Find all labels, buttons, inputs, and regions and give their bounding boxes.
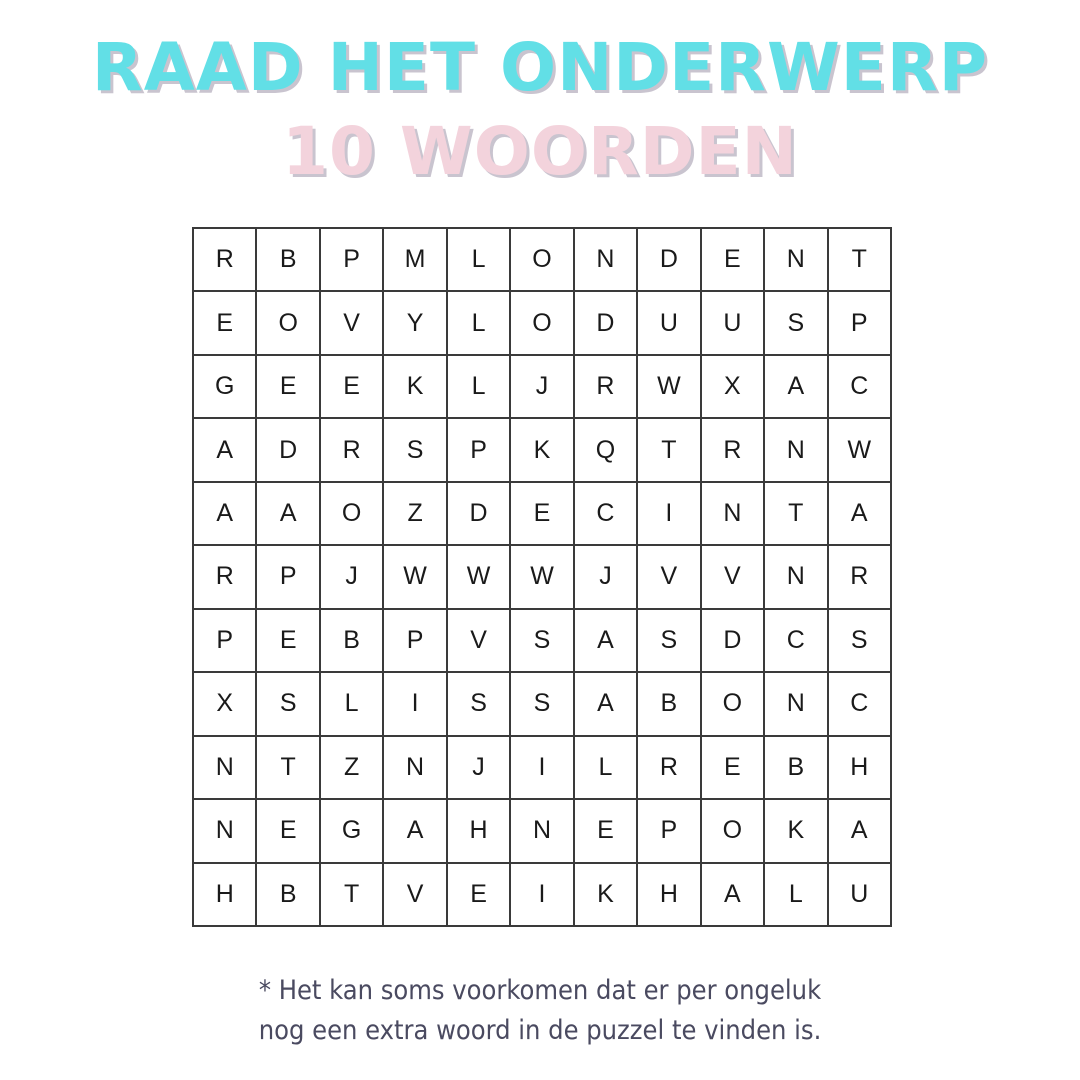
grid-cell-r3-c10[interactable]: A [765, 356, 828, 419]
grid-cell-r7-c8[interactable]: S [638, 610, 701, 673]
grid-cell-r8-c8[interactable]: B [638, 673, 701, 736]
grid-cell-r6-c9[interactable]: V [702, 546, 765, 609]
grid-cell-r1-c7[interactable]: N [575, 229, 638, 292]
grid-cell-r3-c4[interactable]: K [384, 356, 447, 419]
grid-cell-r2-c9[interactable]: U [702, 292, 765, 355]
grid-cell-r9-c9[interactable]: E [702, 737, 765, 800]
grid-cell-r2-c7[interactable]: D [575, 292, 638, 355]
grid-cell-r9-c7[interactable]: L [575, 737, 638, 800]
grid-cell-r7-c4[interactable]: P [384, 610, 447, 673]
grid-cell-r8-c9[interactable]: O [702, 673, 765, 736]
grid-cell-r2-c10[interactable]: S [765, 292, 828, 355]
grid-cell-r1-c4[interactable]: M [384, 229, 447, 292]
grid-cell-r2-c2[interactable]: O [257, 292, 320, 355]
grid-cell-r11-c2[interactable]: B [257, 864, 320, 927]
grid-cell-r6-c11[interactable]: R [829, 546, 892, 609]
grid-cell-r4-c5[interactable]: P [448, 419, 511, 482]
grid-cell-r8-c10[interactable]: N [765, 673, 828, 736]
grid-cell-r3-c9[interactable]: X [702, 356, 765, 419]
grid-cell-r6-c1[interactable]: R [194, 546, 257, 609]
grid-cell-r10-c6[interactable]: N [511, 800, 574, 863]
grid-cell-r5-c4[interactable]: Z [384, 483, 447, 546]
grid-cell-r4-c1[interactable]: A [194, 419, 257, 482]
grid-cell-r7-c3[interactable]: B [321, 610, 384, 673]
page-title: RAAD HET ONDERWERP [91, 29, 989, 106]
grid-cell-r6-c10[interactable]: N [765, 546, 828, 609]
grid-cell-r10-c2[interactable]: E [257, 800, 320, 863]
grid-cell-r8-c1[interactable]: X [194, 673, 257, 736]
grid-cell-r1-c8[interactable]: D [638, 229, 701, 292]
grid-cell-r3-c11[interactable]: C [829, 356, 892, 419]
grid-cell-r1-c6[interactable]: O [511, 229, 574, 292]
grid-cell-r4-c11[interactable]: W [829, 419, 892, 482]
grid-cell-r10-c11[interactable]: A [829, 800, 892, 863]
grid-cell-r10-c8[interactable]: P [638, 800, 701, 863]
grid-cell-r1-c9[interactable]: E [702, 229, 765, 292]
grid-cell-r5-c3[interactable]: O [321, 483, 384, 546]
grid-cell-r5-c2[interactable]: A [257, 483, 320, 546]
grid-cell-r9-c3[interactable]: Z [321, 737, 384, 800]
grid-cell-r9-c8[interactable]: R [638, 737, 701, 800]
grid-cell-r11-c1[interactable]: H [194, 864, 257, 927]
grid-cell-r4-c2[interactable]: D [257, 419, 320, 482]
grid-cell-r10-c9[interactable]: O [702, 800, 765, 863]
grid-cell-r7-c6[interactable]: S [511, 610, 574, 673]
grid-cell-r2-c6[interactable]: O [511, 292, 574, 355]
grid-cell-r10-c5[interactable]: H [448, 800, 511, 863]
grid-cell-r11-c9[interactable]: A [702, 864, 765, 927]
grid-cell-r5-c5[interactable]: D [448, 483, 511, 546]
grid-cell-r4-c4[interactable]: S [384, 419, 447, 482]
grid-cell-r6-c2[interactable]: P [257, 546, 320, 609]
grid-cell-r9-c2[interactable]: T [257, 737, 320, 800]
grid-cell-r5-c10[interactable]: T [765, 483, 828, 546]
grid-cell-r6-c4[interactable]: W [384, 546, 447, 609]
grid-cell-r8-c4[interactable]: I [384, 673, 447, 736]
grid-cell-r11-c11[interactable]: U [829, 864, 892, 927]
grid-cell-r7-c10[interactable]: C [765, 610, 828, 673]
grid-cell-r1-c1[interactable]: R [194, 229, 257, 292]
grid-cell-r7-c9[interactable]: D [702, 610, 765, 673]
grid-cell-r10-c7[interactable]: E [575, 800, 638, 863]
grid-cell-r8-c2[interactable]: S [257, 673, 320, 736]
grid-cell-r3-c6[interactable]: J [511, 356, 574, 419]
grid-cell-r6-c5[interactable]: W [448, 546, 511, 609]
grid-cell-r5-c6[interactable]: E [511, 483, 574, 546]
grid-cell-r5-c8[interactable]: I [638, 483, 701, 546]
grid-cell-r3-c8[interactable]: W [638, 356, 701, 419]
grid-cell-r8-c3[interactable]: L [321, 673, 384, 736]
grid-cell-r8-c5[interactable]: S [448, 673, 511, 736]
grid-cell-r1-c10[interactable]: N [765, 229, 828, 292]
footnote-line-1: * Het kan soms voorkomen dat er per ongeluk [258, 975, 822, 1006]
grid-cell-r8-c6[interactable]: S [511, 673, 574, 736]
grid-cell-r2-c8[interactable]: U [638, 292, 701, 355]
grid-cell-r1-c5[interactable]: L [448, 229, 511, 292]
grid-cell-r5-c7[interactable]: C [575, 483, 638, 546]
grid-cell-r9-c11[interactable]: H [829, 737, 892, 800]
grid-cell-r11-c7[interactable]: K [575, 864, 638, 927]
grid-cell-r3-c1[interactable]: G [194, 356, 257, 419]
grid-cell-r11-c10[interactable]: L [765, 864, 828, 927]
grid-cell-r5-c11[interactable]: A [829, 483, 892, 546]
grid-cell-r9-c1[interactable]: N [194, 737, 257, 800]
grid-cell-r10-c3[interactable]: G [321, 800, 384, 863]
grid-cell-r3-c5[interactable]: L [448, 356, 511, 419]
grid-cell-r10-c1[interactable]: N [194, 800, 257, 863]
grid-cell-r10-c4[interactable]: A [384, 800, 447, 863]
grid-cell-r6-c7[interactable]: J [575, 546, 638, 609]
grid-cell-r4-c6[interactable]: K [511, 419, 574, 482]
grid-cell-r10-c10[interactable]: K [765, 800, 828, 863]
grid-cell-r6-c6[interactable]: W [511, 546, 574, 609]
grid-cell-r5-c1[interactable]: A [194, 483, 257, 546]
grid-cell-r11-c6[interactable]: I [511, 864, 574, 927]
grid-cell-r1-c2[interactable]: B [257, 229, 320, 292]
word-count-subtitle: 10 WOORDEN [282, 113, 798, 190]
grid-cell-r3-c3[interactable]: E [321, 356, 384, 419]
grid-cell-r2-c5[interactable]: L [448, 292, 511, 355]
grid-cell-r2-c4[interactable]: Y [384, 292, 447, 355]
grid-cell-r6-c8[interactable]: V [638, 546, 701, 609]
grid-cell-r1-c3[interactable]: P [321, 229, 384, 292]
grid-cell-r11-c4[interactable]: V [384, 864, 447, 927]
grid-cell-r9-c4[interactable]: N [384, 737, 447, 800]
grid-cell-r7-c11[interactable]: S [829, 610, 892, 673]
grid-cell-r4-c7[interactable]: Q [575, 419, 638, 482]
grid-cell-r9-c10[interactable]: B [765, 737, 828, 800]
grid-cell-r4-c9[interactable]: R [702, 419, 765, 482]
grid-cell-r8-c7[interactable]: A [575, 673, 638, 736]
grid-cell-r2-c3[interactable]: V [321, 292, 384, 355]
grid-cell-r4-c3[interactable]: R [321, 419, 384, 482]
grid-cell-r11-c5[interactable]: E [448, 864, 511, 927]
grid-cell-r7-c2[interactable]: E [257, 610, 320, 673]
grid-cell-r5-c9[interactable]: N [702, 483, 765, 546]
grid-cell-r2-c11[interactable]: P [829, 292, 892, 355]
grid-cell-r3-c2[interactable]: E [257, 356, 320, 419]
grid-cell-r6-c3[interactable]: J [321, 546, 384, 609]
grid-cell-r7-c7[interactable]: A [575, 610, 638, 673]
grid-cell-r4-c8[interactable]: T [638, 419, 701, 482]
grid-cell-r2-c1[interactable]: E [194, 292, 257, 355]
footnote-line-2: nog een extra woord in de puzzel te vinden is. [258, 1015, 822, 1046]
grid-cell-r7-c5[interactable]: V [448, 610, 511, 673]
grid-cell-r1-c11[interactable]: T [829, 229, 892, 292]
grid-cell-r3-c7[interactable]: R [575, 356, 638, 419]
grid-cell-r11-c8[interactable]: H [638, 864, 701, 927]
grid-cell-r11-c3[interactable]: T [321, 864, 384, 927]
grid-cell-r9-c6[interactable]: I [511, 737, 574, 800]
grid-cell-r9-c5[interactable]: J [448, 737, 511, 800]
grid-cell-r7-c1[interactable]: P [194, 610, 257, 673]
grid-cell-r8-c11[interactable]: C [829, 673, 892, 736]
grid-cell-r4-c10[interactable]: N [765, 419, 828, 482]
word-search-grid [192, 227, 892, 927]
